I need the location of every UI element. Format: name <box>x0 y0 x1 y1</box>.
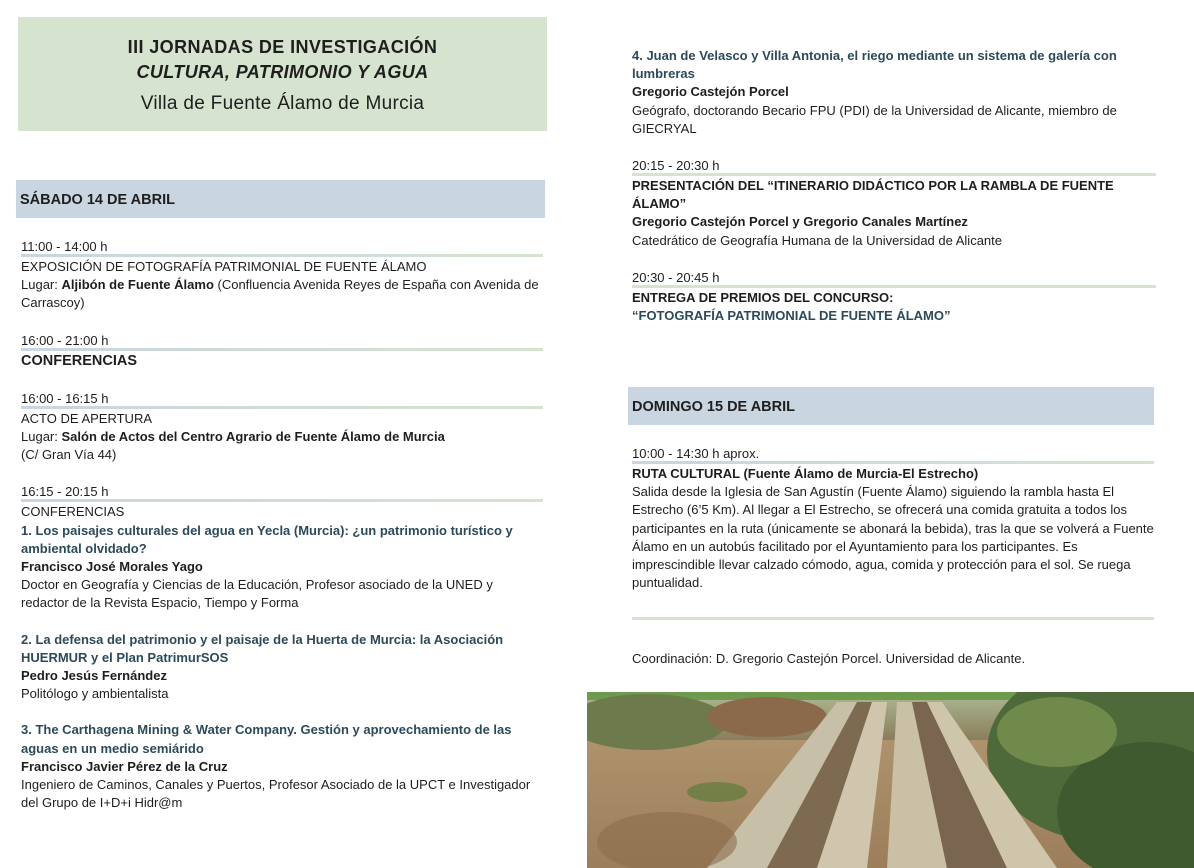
place-prefix: Lugar: <box>21 277 62 293</box>
title-box <box>18 17 547 131</box>
divider <box>21 406 543 409</box>
title-line-1: III JORNADAS DE INVESTIGACIÓN <box>127 37 438 57</box>
talk-title: 2. La defensa del patrimonio y el paisaje de la Huerta de Murcia: la Asociación HUERMUR y el Plan PatrimurSOS <box>21 631 504 665</box>
event-title: RUTA CULTURAL (Fuente Álamo de Murcia-El Estrecho) <box>632 466 979 481</box>
event-place <box>21 276 543 312</box>
divider <box>632 285 1156 288</box>
event-time: 11:00 - 14:00 h <box>21 239 108 254</box>
event-time: 20:30 - 20:45 h <box>632 269 720 285</box>
event-conferences <box>21 332 543 370</box>
event-bio: Catedrático de Geografía Humana de la Universidad de Alicante <box>632 232 1002 248</box>
event-title: EXPOSICIÓN DE FOTOGRAFÍA PATRIMONIAL DE FUENTE ÁLAMO <box>21 259 427 274</box>
event-title: PRESENTACIÓN DEL “ITINERARIO DIDÁCTICO POR LA RAMBLA DE FUENTE ÁLAMO” <box>632 178 1114 212</box>
talk-3 <box>21 721 543 812</box>
saturday-heading: SÁBADO 14 DE ABRIL <box>16 180 545 218</box>
sunday-heading: DOMINGO 15 DE ABRIL <box>628 387 1154 425</box>
divider <box>21 254 543 257</box>
event-talks <box>21 483 543 812</box>
channel-photo <box>587 692 1194 868</box>
event-speaker: Gregorio Castejón Porcel y Gregorio Canales Martínez <box>632 214 968 230</box>
event-opening <box>21 390 543 465</box>
talk-bio: Doctor en Geografía y Ciencias de la Educación, Profesor asociado de la UNED y redactor de la Revista Espacio, Tiempo y Forma <box>21 577 493 611</box>
coordination-note: Coordinación: D. Gregorio Castejón Porcel. Universidad de Alicante. <box>632 651 1026 666</box>
event-time: 16:00 - 21:00 h <box>21 332 109 348</box>
channel-photo-image <box>587 692 1194 868</box>
event-time: 16:15 - 20:15 h <box>21 484 109 500</box>
event-place-address: (C/ Gran Vía 44) <box>21 447 117 463</box>
event-time: 16:00 - 16:15 h <box>21 390 109 406</box>
talk-speaker: Pedro Jesús Fernández <box>21 668 167 684</box>
talk-title: 1. Los paisajes culturales del agua en Yecla (Murcia): ¿un patrimonio turístico y ambiental olvidado? <box>21 522 513 556</box>
talk-title: 3. The Carthagena Mining & Water Company. Gestión y aprovechamiento de las aguas en un medio semiárido <box>21 722 512 756</box>
left-column <box>21 238 543 812</box>
divider <box>632 461 1154 464</box>
talk-bio: Geógrafo, doctorando Becario FPU (PDI) de la Universidad de Alicante, miembro de GIECRYAL <box>632 102 1117 136</box>
talk-title: 4. Juan de Velasco y Villa Antonia, el riego mediante un sistema de galería con lumbreras <box>632 48 1117 82</box>
event-expo <box>21 238 543 313</box>
place-name: Salón de Actos del Centro Agrario de Fuente Álamo de Murcia <box>61 429 445 445</box>
talk-speaker: Francisco José Morales Yago <box>21 559 203 575</box>
title-line-2: CULTURA, PATRIMONIO Y AGUA <box>136 62 429 82</box>
title-line-3: Villa de Fuente Álamo de Murcia <box>140 93 425 114</box>
talk-speaker: Gregorio Castejón Porcel <box>632 84 789 100</box>
divider <box>632 173 1156 176</box>
event-title: ACTO DE APERTURA <box>21 410 152 426</box>
talk-speaker: Francisco Javier Pérez de la Cruz <box>21 758 228 774</box>
divider <box>21 348 543 351</box>
divider <box>632 617 1154 620</box>
place-rest: (Confluencia Avenida Reyes de España con Avenida de Carrascoy) <box>21 277 539 311</box>
event-time: 20:15 - 20:30 h <box>632 158 720 174</box>
event-description: Salida desde la Iglesia de San Agustín (Fuente Álamo) siguiendo la rambla hasta El Estrecho (6’5 Km). Al llegar a El Estrecho, se ofrecerá una comida gratuita a todos los participantes en la ruta (únicamente se abonará la bebida), tras la que se volverá a Fuente Álamo en un autobús facilitado por el Ayuntamiento para los participantes. Es imprescindible llevar calzado cómodo, agua, comida y protección para el sol. Se ruega puntualidad. <box>632 484 1154 591</box>
divider <box>21 499 543 502</box>
event-presentation <box>632 157 1156 250</box>
right-column <box>632 47 1156 325</box>
talk-4 <box>632 47 1156 138</box>
event-awards <box>632 269 1156 325</box>
event-title: CONFERENCIAS <box>21 504 125 520</box>
event-title: ENTREGA DE PREMIOS DEL CONCURSO: <box>632 289 894 305</box>
event-place <box>21 428 543 446</box>
event-time: 10:00 - 14:30 h aprox. <box>632 446 760 461</box>
talk-bio: Ingeniero de Caminos, Canales y Puertos, Profesor Asociado de la UPCT e Investigador del Grupo de I+D+i Hidr@m <box>21 777 531 811</box>
place-prefix: Lugar: <box>21 429 62 445</box>
event-title: CONFERENCIAS <box>21 352 138 369</box>
talk-bio: Politólogo y ambientalista <box>21 686 169 702</box>
place-name: Aljibón de Fuente Álamo <box>61 277 214 293</box>
talk-2 <box>21 631 543 704</box>
sunday-event <box>632 445 1154 592</box>
event-subtitle: “FOTOGRAFÍA PATRIMONIAL DE FUENTE ÁLAMO” <box>632 308 951 324</box>
talk-1 <box>21 522 543 613</box>
